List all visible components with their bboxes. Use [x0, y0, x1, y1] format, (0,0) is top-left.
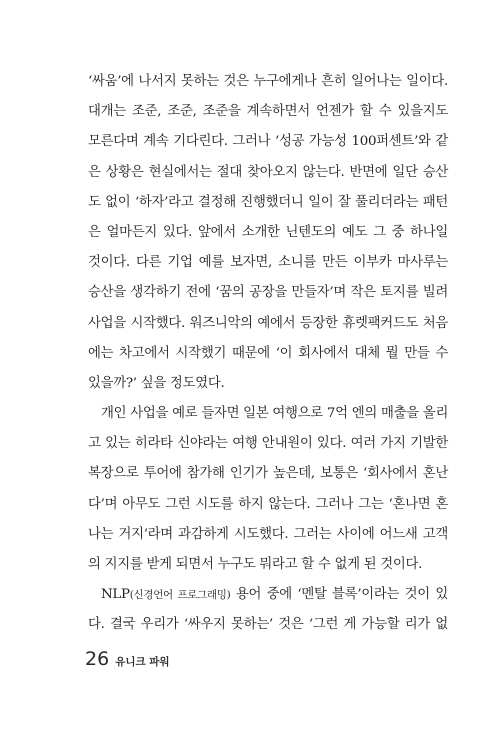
parenthetical-note: (신경언어 프로그래밍) — [129, 589, 231, 602]
text-run: 용어 중에 ‘멘탈 블록’이라는 것이 있 — [230, 587, 448, 603]
running-title: 유니크 파워 — [115, 656, 170, 668]
text-line: 승산을 생각하기 전에 ‘꿈의 공장을 만들자’며 작은 토지를 빌려 — [88, 285, 448, 301]
page-footer — [85, 648, 170, 670]
paragraph — [88, 580, 448, 640]
text-line: 복장으로 투어에 참가해 인기가 높은데, 보통은 ‘회사에서 혼난 — [88, 466, 448, 482]
text-line: 다. 결국 우리가 ‘싸우지 못하는’ 것은 ‘그런 게 가능할 리가 없 — [88, 617, 448, 633]
text-line: 에는 차고에서 시작했기 때문에 ‘이 회사에서 대체 뭘 만들 수 — [88, 345, 448, 361]
text-line: 고 있는 히라타 신야라는 여행 안내원이 있다. 여러 가지 기발한 — [88, 436, 448, 452]
text-line: 은 얼마든지 있다. 앞에서 소개한 닌텐도의 예도 그 중 하나일 — [88, 224, 448, 240]
text-line: 것이다. 다른 기업 예를 보자면, 소니를 만든 이부카 마사루는 — [88, 255, 448, 271]
paragraph — [88, 67, 448, 399]
text-line: 은 상황은 현실에서는 절대 찾아오지 않는다. 반면에 일단 승산 — [88, 164, 448, 180]
text-line: 나는 거지’라며 과감하게 시도했다. 그러는 사이에 어느새 고객 — [88, 526, 448, 542]
page-number: 26 — [85, 648, 110, 670]
text-line: 모른다며 계속 기다린다. 그러나 ‘성공 가능성 100퍼센트’와 같 — [88, 134, 448, 150]
text-line: 사업을 시작했다. 워즈니악의 예에서 등장한 휴렛팩커드도 처음 — [88, 315, 448, 331]
text-line: 개인 사업을 예로 들자면 일본 여행으로 7억 엔의 매출을 올리 — [101, 406, 449, 422]
text-line: 의 지지를 받게 되면서 누구도 뭐라고 할 수 없게 된 것이다. — [88, 557, 423, 572]
text-line: 대개는 조준, 조준, 조준을 계속하면서 언젠가 할 수 있을지도 — [88, 104, 448, 120]
paragraph — [88, 399, 448, 580]
text-line: 있을까?’ 싶을 정도였다. — [88, 375, 225, 391]
text-line: 다’며 아무도 그런 시도를 하지 않는다. 그러나 그는 ‘혼나면 혼 — [88, 496, 448, 512]
text-line: ‘싸움’에 나서지 못하는 것은 누구에게나 흔히 일어나는 일이다. — [88, 74, 448, 89]
text-line — [88, 580, 448, 610]
body-text — [88, 67, 448, 641]
text-run: NLP — [101, 587, 130, 603]
text-line: 도 없이 ‘하자’라고 결정해 진행했더니 일이 잘 풀리더라는 패턴 — [88, 194, 448, 210]
